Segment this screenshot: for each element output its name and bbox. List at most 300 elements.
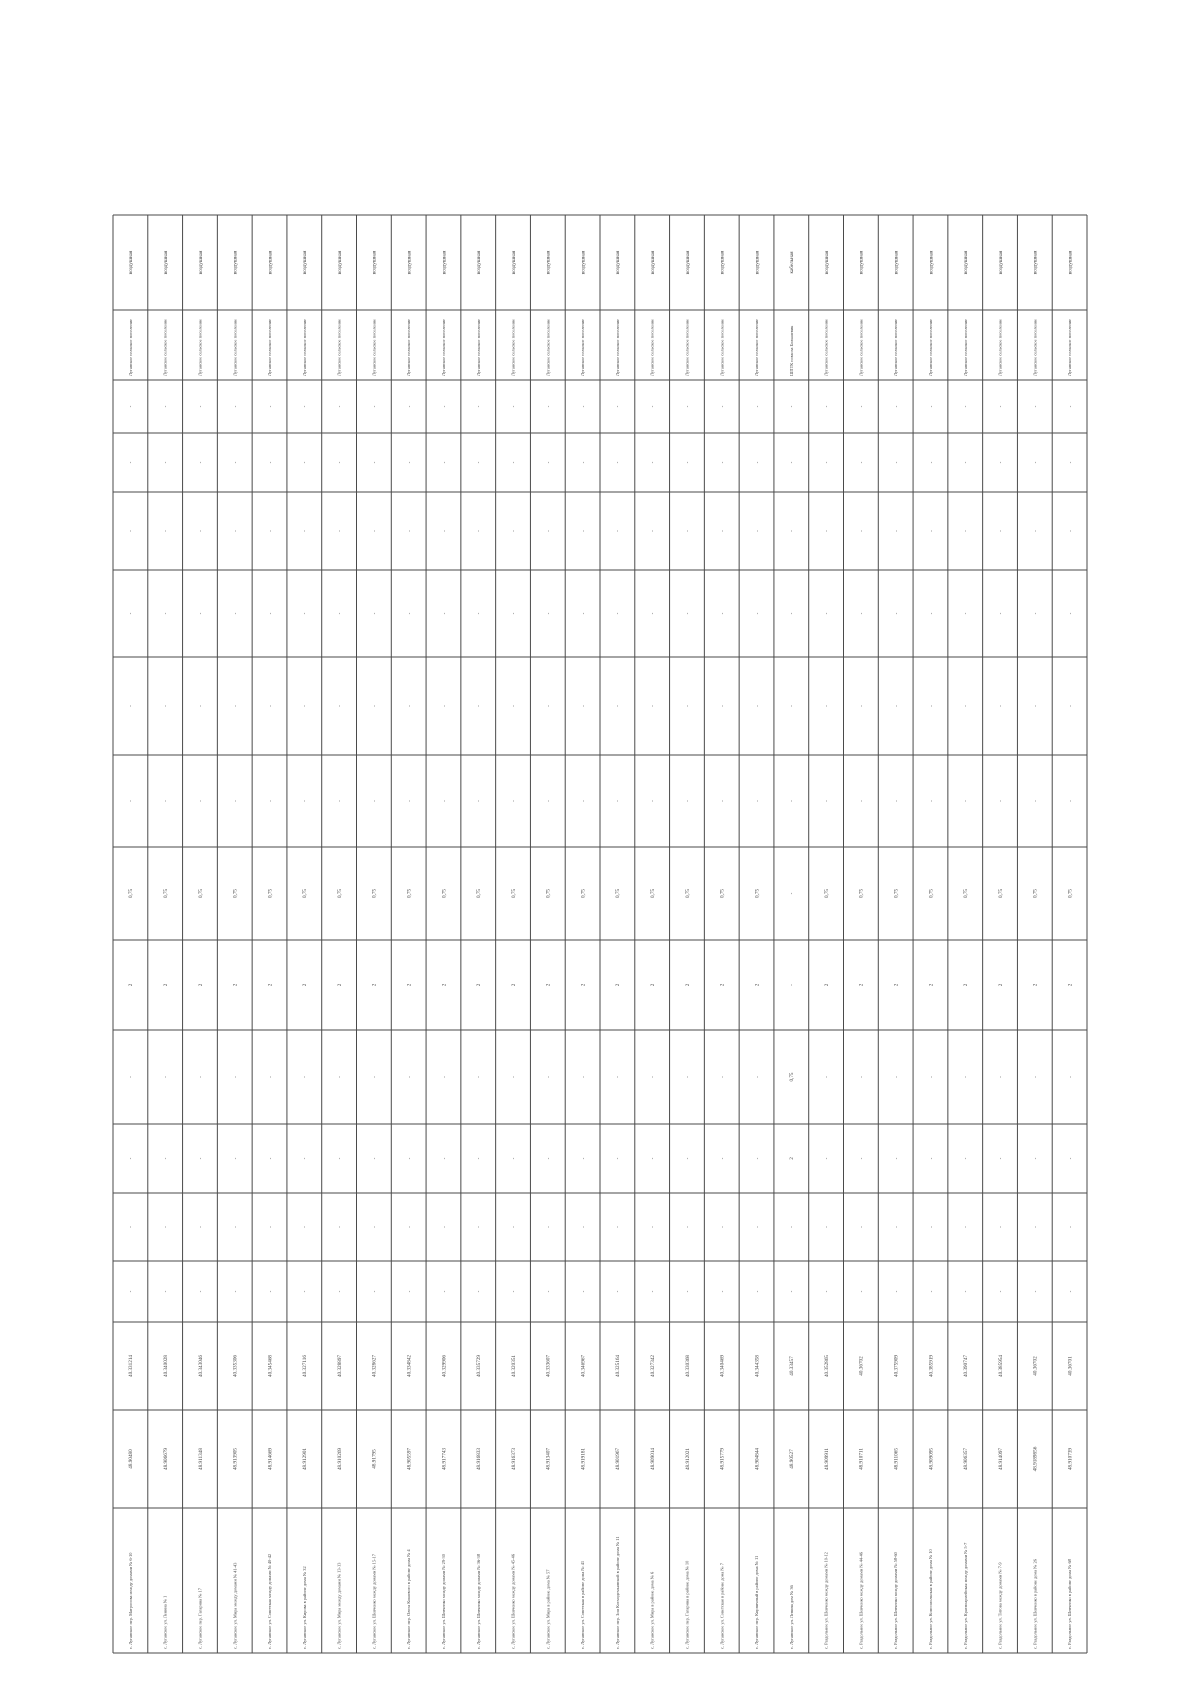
table-cell: Луганское сельское поселение bbox=[962, 318, 968, 376]
table-cell: воздушная bbox=[510, 250, 517, 275]
table-cell: - bbox=[128, 1157, 135, 1160]
table-cell: - bbox=[719, 705, 726, 707]
table-cell: 48.90527 bbox=[789, 1449, 796, 1469]
table-cell: - bbox=[684, 705, 691, 707]
table-cell: - bbox=[789, 892, 796, 895]
table-cell: 0,75 bbox=[893, 888, 900, 899]
table-cell: 2 bbox=[719, 983, 726, 987]
table-cell: - bbox=[893, 612, 900, 615]
table-cell: - bbox=[441, 530, 448, 532]
table-cell: 40.327342 bbox=[649, 1354, 656, 1378]
table-cell: 48.90480 bbox=[128, 1449, 135, 1469]
table-cell: - bbox=[684, 1157, 691, 1160]
table-cell: - bbox=[963, 705, 970, 707]
table-cell: 2 bbox=[997, 983, 1004, 987]
table-cell: с. Луганское ул. Советская между домами № 40-42 bbox=[267, 1553, 273, 1649]
table-cell: - bbox=[128, 1226, 135, 1228]
table-cell: - bbox=[684, 1290, 691, 1293]
table-cell: - bbox=[336, 705, 343, 707]
table-cell: 48.914669 bbox=[267, 1447, 274, 1471]
table-cell: - bbox=[510, 800, 517, 802]
table-cell: 40.375909 bbox=[893, 1354, 900, 1378]
table-cell: - bbox=[580, 461, 587, 464]
table-cell: - bbox=[649, 461, 656, 464]
table-cell: - bbox=[1067, 405, 1074, 408]
table-cell: - bbox=[510, 612, 517, 615]
table-cell: - bbox=[267, 612, 274, 615]
table-cell: 0,75 bbox=[789, 1072, 796, 1082]
table-cell: - bbox=[336, 1157, 343, 1160]
table-cell: - bbox=[928, 1157, 935, 1160]
table-cell: - bbox=[162, 530, 169, 532]
table-cell: - bbox=[858, 705, 865, 707]
table-cell: - bbox=[1032, 705, 1039, 707]
table-cell: - bbox=[1067, 1226, 1074, 1228]
table-cell: - bbox=[928, 461, 935, 464]
table-cell: - bbox=[1032, 405, 1039, 408]
table-cell: - bbox=[336, 461, 343, 464]
table-cell: - bbox=[302, 1076, 309, 1078]
table-cell: с. Раздольное ул. Красноармейская между домами № 5-7 bbox=[962, 1542, 968, 1649]
table-cell: - bbox=[719, 1290, 726, 1293]
table-cell: - bbox=[441, 1076, 448, 1078]
table-cell: - bbox=[1032, 1290, 1039, 1293]
table-cell: - bbox=[510, 461, 517, 464]
table-cell: - bbox=[197, 1290, 204, 1293]
table-cell: 0,75 bbox=[823, 888, 830, 899]
table-cell: - bbox=[963, 1076, 970, 1078]
table-cell: 48.91795 bbox=[371, 1449, 378, 1469]
table-cell: - bbox=[267, 1226, 274, 1228]
table-cell: 48.909095 bbox=[928, 1447, 935, 1471]
table-cell: с. Луганское ул. Шевченко между домами № 45-46 bbox=[510, 1554, 516, 1649]
table-cell: 2 bbox=[406, 983, 413, 987]
table-cell: - bbox=[197, 800, 204, 802]
table-cell: 40.328897 bbox=[336, 1354, 343, 1378]
table-cell: Луганское сельское поселение bbox=[441, 318, 447, 376]
table-cell: - bbox=[302, 461, 309, 464]
table-cell: Луганское сельское поселение bbox=[719, 318, 725, 376]
table-cell: 0,75 bbox=[162, 888, 169, 899]
table-cell: 0,75 bbox=[1032, 888, 1039, 899]
table-cell: 0,75 bbox=[754, 888, 761, 899]
table-cell: - bbox=[197, 1076, 204, 1078]
table-cell: - bbox=[336, 800, 343, 802]
table-cell: воздушная bbox=[406, 250, 413, 275]
table-cell: - bbox=[649, 705, 656, 707]
table-cell: воздушная bbox=[162, 250, 169, 275]
table-cell: - bbox=[649, 530, 656, 532]
table-cell: - bbox=[615, 705, 622, 707]
table-cell: - bbox=[963, 1226, 970, 1228]
table-cell: - bbox=[336, 405, 343, 408]
table-cell: Луганское сельское поселение bbox=[127, 318, 133, 376]
table-cell: - bbox=[963, 800, 970, 802]
table-cell: - bbox=[1067, 1076, 1074, 1078]
table-cell: - bbox=[197, 461, 204, 464]
table-cell: воздушная bbox=[1067, 250, 1074, 275]
table-cell: - bbox=[789, 1290, 796, 1293]
table-cell: - bbox=[128, 705, 135, 707]
table-cell: - bbox=[441, 705, 448, 707]
table-cell: - bbox=[545, 1076, 552, 1078]
table-cell: - bbox=[371, 405, 378, 408]
table-cell: - bbox=[1067, 800, 1074, 802]
table-cell: - bbox=[649, 1290, 656, 1293]
table-cell: - bbox=[336, 1290, 343, 1293]
table-cell: - bbox=[476, 461, 483, 464]
table-cell: - bbox=[510, 405, 517, 408]
table-cell: с. Луганское ул. Шевченко между домами № 36-38 bbox=[475, 1554, 481, 1649]
table-cell: - bbox=[371, 1290, 378, 1293]
table-cell: - bbox=[858, 405, 865, 408]
table-cell: 40.352865 bbox=[823, 1354, 830, 1378]
table-cell: - bbox=[928, 1290, 935, 1293]
table-cell: Луганское сельское поселение bbox=[1067, 318, 1073, 376]
table-cell: 0,75 bbox=[963, 888, 970, 899]
table-cell: - bbox=[545, 705, 552, 707]
table-cell: 0,75 bbox=[615, 888, 622, 899]
table-cell: - bbox=[754, 1226, 761, 1228]
table-cell: - bbox=[1067, 1157, 1074, 1160]
table-cell: Луганское сельское поселение bbox=[858, 318, 864, 376]
table-cell: 2 bbox=[823, 983, 830, 987]
table-cell: - bbox=[580, 705, 587, 707]
table-cell: Луганское сельское поселение bbox=[1032, 318, 1038, 376]
table-cell: - bbox=[232, 1157, 239, 1160]
table-cell: Луганское сельское поселение bbox=[371, 318, 377, 376]
table-cell: - bbox=[545, 612, 552, 615]
table-cell: - bbox=[267, 1157, 274, 1160]
table-cell: Луганское сельское поселение bbox=[649, 318, 655, 376]
table-cell: - bbox=[197, 530, 204, 532]
table-cell: воздушная bbox=[232, 250, 239, 275]
table-cell: - bbox=[406, 800, 413, 802]
table-cell: - bbox=[858, 1157, 865, 1160]
table-cell: - bbox=[719, 1226, 726, 1228]
table-cell: - bbox=[302, 1290, 309, 1293]
table-cell: - bbox=[510, 530, 517, 532]
table-cell: 2 bbox=[1067, 983, 1074, 987]
table-cell: - bbox=[997, 1157, 1004, 1160]
table-cell: воздушная bbox=[684, 250, 691, 275]
table-cell: Луганское сельское поселение bbox=[406, 318, 412, 376]
table-cell: воздушная bbox=[719, 250, 726, 275]
table-cell: - bbox=[302, 800, 309, 802]
table-cell: - bbox=[162, 800, 169, 802]
table-cell: 2 bbox=[858, 983, 865, 987]
table-cell: - bbox=[823, 1290, 830, 1293]
table-cell: - bbox=[476, 530, 483, 532]
table-cell: - bbox=[928, 1226, 935, 1228]
table-cell: с. Луганское пер. Зои Космодемьянской в районе дома № 11 bbox=[614, 1536, 620, 1649]
table-cell: - bbox=[441, 1226, 448, 1228]
table-cell: 40.333607 bbox=[545, 1354, 552, 1378]
table-cell: - bbox=[580, 800, 587, 802]
table-cell: - bbox=[336, 1076, 343, 1078]
table-cell: - bbox=[406, 405, 413, 408]
table-cell: воздушная bbox=[302, 250, 309, 275]
table-cell: с. Луганское ул. Шевченко между домами № 29-30 bbox=[441, 1554, 447, 1649]
table-cell: - bbox=[545, 800, 552, 802]
table-cell: 0,75 bbox=[580, 888, 587, 899]
table-cell: 40.390747 bbox=[963, 1354, 970, 1378]
table-cell: - bbox=[406, 612, 413, 615]
table-cell: - bbox=[197, 705, 204, 707]
table-cell: 40.327116 bbox=[302, 1355, 309, 1377]
table-cell: с. Луганское пер. Олега Кошевого в районе дома № 4 bbox=[406, 1549, 412, 1649]
table-cell: 48.916833 bbox=[476, 1447, 483, 1471]
table-cell: воздушная bbox=[963, 250, 970, 275]
table-cell: - bbox=[997, 1226, 1004, 1228]
table-cell: Луганское сельское поселение bbox=[997, 318, 1003, 376]
table-cell: - bbox=[232, 530, 239, 532]
table-cell: - bbox=[336, 1226, 343, 1228]
table-cell: 0,75 bbox=[371, 888, 378, 899]
table-cell: воздушная bbox=[754, 250, 761, 275]
table-cell: - bbox=[893, 705, 900, 707]
table-cell: 0,75 bbox=[858, 888, 865, 899]
table-cell: 40.385954 bbox=[997, 1354, 1004, 1378]
table-cell: Луганское сельское поселение bbox=[754, 318, 760, 376]
table-cell: с. Луганское пер. Кирпичный в районе дома № 11 bbox=[754, 1555, 760, 1649]
table-cell: - bbox=[162, 705, 169, 707]
table-cell: - bbox=[823, 800, 830, 802]
table-cell: - bbox=[162, 612, 169, 615]
table-cell: - bbox=[1032, 1226, 1039, 1228]
table-cell: воздушная bbox=[649, 250, 656, 275]
table-cell: 48.909911 bbox=[823, 1448, 830, 1470]
table-cell: - bbox=[615, 405, 622, 408]
table-cell: 40.344358 bbox=[754, 1354, 761, 1378]
table-cell: - bbox=[371, 530, 378, 532]
table-cell: 40.346967 bbox=[580, 1354, 587, 1378]
table-cell: с. Луганское ул. Ленина № 1 bbox=[162, 1595, 168, 1649]
table-cell: Луганское сельское поселение bbox=[162, 318, 168, 376]
table-cell: - bbox=[997, 405, 1004, 408]
table-cell: 2 bbox=[893, 983, 900, 987]
table-cells bbox=[128, 250, 1073, 1649]
table-cell: - bbox=[1032, 530, 1039, 532]
table-cell: 40.33457 bbox=[789, 1356, 796, 1376]
table-cell: - bbox=[441, 800, 448, 802]
table-cell: - bbox=[823, 1226, 830, 1228]
table-cell: Луганское сельское поселение bbox=[232, 318, 238, 376]
table-cell: 40.36702 bbox=[858, 1356, 865, 1376]
table-cell: - bbox=[232, 1290, 239, 1293]
table-cell: - bbox=[719, 612, 726, 615]
table-cell: Луганское сельское поселение bbox=[301, 318, 307, 376]
table-cell: 2 bbox=[754, 983, 761, 987]
table-cell: 0,75 bbox=[719, 888, 726, 899]
table-cell: - bbox=[406, 530, 413, 532]
table-cell: - bbox=[580, 1290, 587, 1293]
table-cell: Луганское сельское поселение bbox=[823, 318, 829, 376]
table-cell: - bbox=[1067, 530, 1074, 532]
table-cell: с. Раздольное ул. Шевченко между домами № 44-46 bbox=[858, 1552, 864, 1649]
table-cell: - bbox=[267, 1076, 274, 1078]
table-cell: - bbox=[615, 1076, 622, 1078]
table-cell: - bbox=[997, 1076, 1004, 1078]
table-cell: - bbox=[649, 1226, 656, 1228]
table-cell: - bbox=[267, 530, 274, 532]
table-cell: с. Раздольное ул. Комсомольская в районе дома № 10 bbox=[928, 1549, 934, 1649]
table-cell: Луганское сельское поселение bbox=[928, 318, 934, 376]
table-cell: 2 bbox=[684, 983, 691, 987]
table-cell: - bbox=[510, 1226, 517, 1228]
table-cell: воздушная bbox=[197, 250, 204, 275]
table-cell: 48.911348 bbox=[197, 1448, 204, 1470]
table-cell: - bbox=[789, 984, 796, 986]
table-cell: воздушная bbox=[336, 250, 343, 275]
table-cell: - bbox=[371, 1226, 378, 1228]
table-cell: воздушная bbox=[128, 250, 135, 275]
table-cell: 48.917743 bbox=[441, 1447, 448, 1471]
table-cell: 40.335729 bbox=[476, 1354, 483, 1378]
table-cell: 40.345468 bbox=[267, 1354, 274, 1378]
table-cell: - bbox=[997, 1290, 1004, 1293]
table-cell: - bbox=[302, 705, 309, 707]
table-cell: - bbox=[371, 1157, 378, 1160]
table-cell: 0,75 bbox=[302, 888, 309, 899]
table-cell: Луганское сельское поселение bbox=[614, 318, 620, 376]
table-cell: - bbox=[545, 1226, 552, 1228]
table-cell: - bbox=[649, 800, 656, 802]
table-cell: 0,75 bbox=[997, 888, 1004, 899]
table-cell: воздушная bbox=[858, 250, 865, 275]
table-cell: - bbox=[476, 1157, 483, 1160]
table-cell: 0,75 bbox=[476, 888, 483, 899]
table-cell: - bbox=[754, 612, 761, 615]
table-cell: - bbox=[406, 1157, 413, 1160]
table-cell: - bbox=[545, 1290, 552, 1293]
table-cell: 40.335306 bbox=[232, 1354, 239, 1378]
table-cell: - bbox=[823, 705, 830, 707]
table-cell: 48.912901 bbox=[302, 1447, 309, 1471]
table-cell: - bbox=[858, 461, 865, 464]
table-cell: 40.36701 bbox=[1067, 1356, 1074, 1376]
table-cell: 2 bbox=[545, 983, 552, 987]
table-cell: - bbox=[580, 405, 587, 408]
table-cell: - bbox=[441, 1157, 448, 1160]
table-cell: - bbox=[754, 1076, 761, 1078]
table-cell: 2 bbox=[336, 983, 343, 987]
table-cell: 0,75 bbox=[128, 888, 135, 899]
table-cell: - bbox=[197, 1226, 204, 1228]
table-cell: 2 bbox=[649, 983, 656, 987]
table-cell: 2 bbox=[371, 983, 378, 987]
table-cell: - bbox=[754, 1157, 761, 1160]
table-cell: - bbox=[162, 405, 169, 408]
table-cell: - bbox=[649, 1076, 656, 1078]
table-cell: с. Раздольное ул. Шевченко в районе дома № 26 bbox=[1032, 1559, 1038, 1649]
table-cell: 0,75 bbox=[545, 888, 552, 899]
table-cell: - bbox=[893, 1290, 900, 1293]
table-cell: - bbox=[997, 705, 1004, 707]
table-cell: Луганское сельское поселение bbox=[580, 318, 586, 376]
table-cell: - bbox=[406, 461, 413, 464]
table-cell: воздушная bbox=[545, 250, 552, 275]
table-cell: - bbox=[615, 1226, 622, 1228]
table-cell: - bbox=[893, 1076, 900, 1078]
table-cell: - bbox=[754, 705, 761, 707]
table-cell: - bbox=[893, 461, 900, 464]
table-cell: - bbox=[128, 405, 135, 408]
table-cell: с. Раздольное ул. Шевченко между домами № 10-12 bbox=[823, 1552, 829, 1649]
table-cell: - bbox=[615, 461, 622, 464]
table-cell: 48.914097 bbox=[997, 1447, 1004, 1471]
table-cell: 0,75 bbox=[267, 888, 274, 899]
table-cell: - bbox=[823, 1157, 830, 1160]
table-cell: - bbox=[649, 612, 656, 615]
table-cell: - bbox=[719, 1157, 726, 1160]
table-cell: 0,75 bbox=[1067, 888, 1074, 899]
table-cell: с. Луганское ул. Советская в районе дома № 7 bbox=[719, 1563, 725, 1649]
table-cell: - bbox=[267, 1290, 274, 1293]
table-cell: - bbox=[997, 461, 1004, 464]
table-cell: - bbox=[232, 800, 239, 802]
table-cell: - bbox=[197, 612, 204, 615]
table-cell: 2 bbox=[510, 983, 517, 987]
table-cell: - bbox=[684, 530, 691, 532]
table-cell: - bbox=[162, 1076, 169, 1078]
table-cell: - bbox=[510, 1076, 517, 1078]
table-cell: - bbox=[128, 612, 135, 615]
table-cell: - bbox=[615, 1290, 622, 1293]
table-cell: - bbox=[1067, 461, 1074, 464]
table-cell: Луганское сельское поселение bbox=[267, 318, 273, 376]
table-cell: - bbox=[823, 461, 830, 464]
table-cell: 40.340028 bbox=[162, 1354, 169, 1378]
table-cell: - bbox=[858, 1290, 865, 1293]
table-cell: - bbox=[302, 1226, 309, 1228]
table-cell: - bbox=[267, 705, 274, 707]
table-cell: воздушная bbox=[267, 250, 274, 275]
table-cell: - bbox=[963, 405, 970, 408]
table-cell: - bbox=[545, 530, 552, 532]
table-cell: - bbox=[545, 461, 552, 464]
table-cell: - bbox=[754, 461, 761, 464]
table-cell: - bbox=[336, 612, 343, 615]
table-cell: Луганское сельское поселение bbox=[475, 318, 481, 376]
table-cell: - bbox=[162, 1290, 169, 1293]
table-cell: - bbox=[476, 1076, 483, 1078]
table-cell: воздушная bbox=[441, 250, 448, 275]
table-cell: - bbox=[580, 1226, 587, 1228]
table-cell: Луганское сельское поселение bbox=[510, 318, 516, 376]
table-cell: 2 bbox=[963, 983, 970, 987]
table-cell: 40.329906 bbox=[441, 1354, 448, 1378]
table-cell: - bbox=[858, 1076, 865, 1078]
table-cell: - bbox=[649, 1157, 656, 1160]
table-cell: 2 bbox=[302, 983, 309, 987]
table-cell: - bbox=[893, 1157, 900, 1160]
table-cell: 48.9189856 bbox=[1032, 1446, 1039, 1472]
table-cell: - bbox=[336, 530, 343, 532]
table-cell: - bbox=[232, 1076, 239, 1078]
table-cell: 40.385919 bbox=[928, 1354, 935, 1378]
table-cell: 2 bbox=[789, 1157, 796, 1160]
table-cell: с. Луганское пер. Гагарина в районе дома № 10 bbox=[684, 1560, 690, 1649]
table-cell: - bbox=[510, 705, 517, 707]
table-cell: воздушная bbox=[1032, 250, 1039, 275]
table-cell: 48.911065 bbox=[893, 1448, 900, 1470]
table-cell: воздушная bbox=[893, 250, 900, 275]
table-cell: - bbox=[615, 612, 622, 615]
table-cell: - bbox=[928, 800, 935, 802]
table-cell: с. Луганское ул. Шевченко между домами № 15-17 bbox=[371, 1554, 377, 1649]
table-cell: - bbox=[476, 612, 483, 615]
